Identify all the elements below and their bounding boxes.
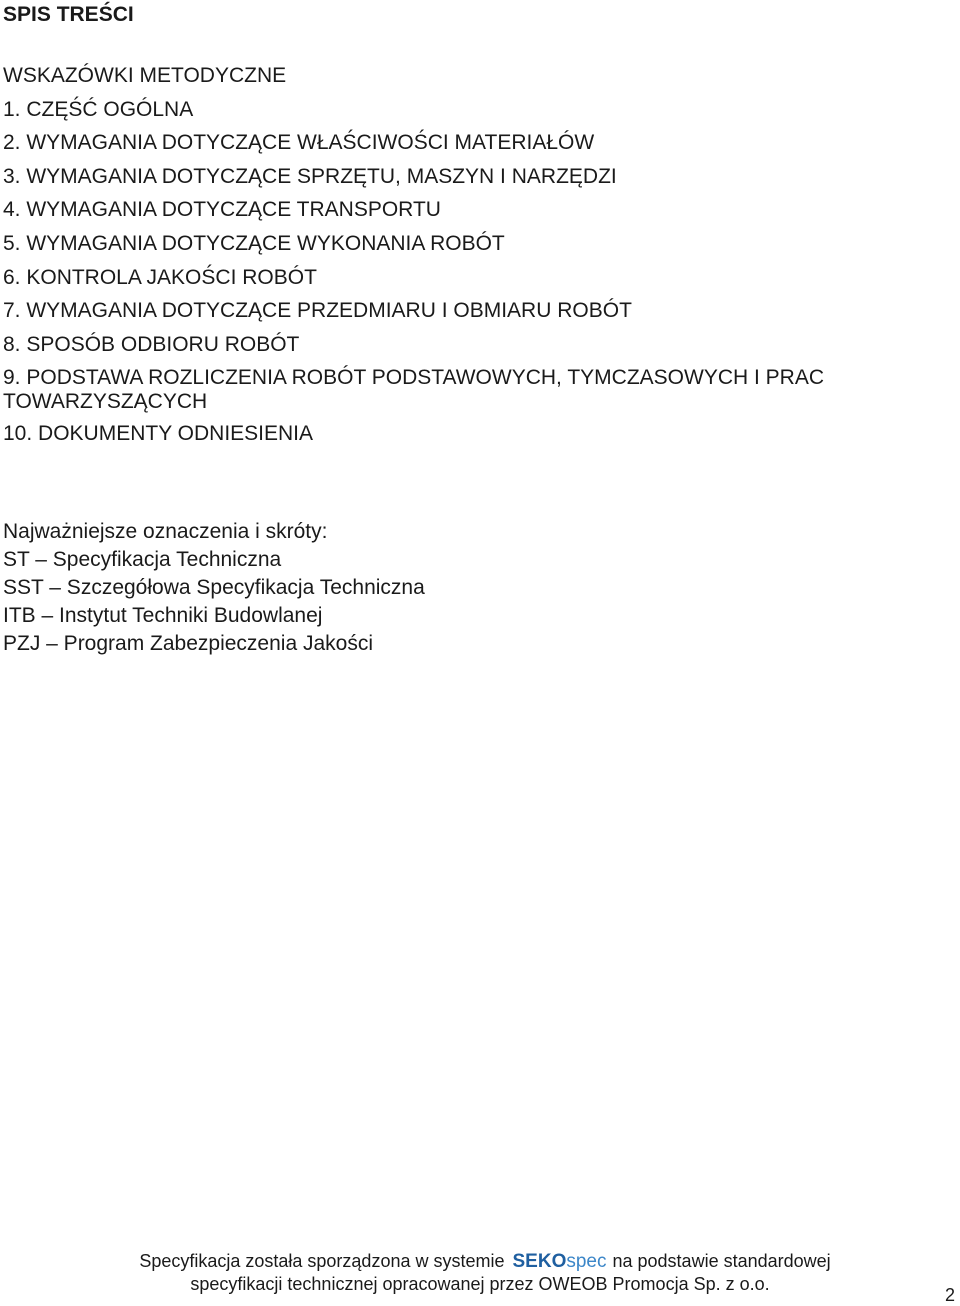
sekospec-logo: [513, 1251, 607, 1272]
footer-text-before-brand: Specyfikacja została sporządzona w systemie: [139, 1251, 505, 1271]
page-footer: [0, 1250, 960, 1296]
abbreviations-heading: Najważniejsze oznaczenia i skróty:: [3, 520, 328, 543]
abbreviation-sst: SST – Szczegółowa Specyfikacja Techniczna: [3, 576, 425, 599]
brand-part-seko: SEKO: [512, 1251, 567, 1272]
abbreviations-list: [3, 546, 425, 658]
toc-item-7: 7. WYMAGANIA DOTYCZĄCE PRZEDMIARU I OBMIARU ROBÓT: [3, 299, 632, 323]
toc-item-2: 2. WYMAGANIA DOTYCZĄCE WŁAŚCIWOŚCI MATERIAŁÓW: [3, 131, 595, 155]
toc-item-1: 1. CZĘŚĆ OGÓLNA: [3, 97, 194, 121]
brand-part-spec: spec: [566, 1251, 607, 1272]
footer-text-after-brand: na podstawie standardowej: [612, 1251, 831, 1271]
table-of-contents: [3, 64, 943, 456]
footer-line-2: specyfikacji technicznej opracowanej przez OWEOB Promocja Sp. z o.o.: [190, 1274, 770, 1294]
abbreviations-section: [3, 518, 425, 658]
toc-item-6: 6. KONTROLA JAKOŚCI ROBÓT: [3, 265, 317, 289]
abbreviation-st: ST – Specyfikacja Techniczna: [3, 548, 282, 571]
page-title: SPIS TREŚCI: [3, 3, 134, 26]
toc-item-9: 9. PODSTAWA ROZLICZENIA ROBÓT PODSTAWOWYCH, TYMCZASOWYCH I PRAC TOWARZYSZĄCYCH: [3, 366, 825, 414]
abbreviation-pzj: PZJ – Program Zabezpieczenia Jakości: [3, 632, 373, 655]
toc-item-3: 3. WYMAGANIA DOTYCZĄCE SPRZĘTU, MASZYN I NARZĘDZI: [3, 164, 617, 188]
toc-item-4: 4. WYMAGANIA DOTYCZĄCE TRANSPORTU: [3, 198, 441, 222]
toc-item-guidelines: WSKAZÓWKI METODYCZNE: [3, 64, 287, 87]
toc-item-5: 5. WYMAGANIA DOTYCZĄCE WYKONANIA ROBÓT: [3, 231, 505, 255]
toc-item-8: 8. SPOSÓB ODBIORU ROBÓT: [3, 332, 300, 356]
footer-line-1: [0, 1250, 960, 1273]
page-number: 2: [944, 1285, 955, 1305]
toc-item-10: 10. DOKUMENTY ODNIESIENIA: [3, 422, 314, 446]
abbreviation-itb: ITB – Instytut Techniki Budowlanej: [3, 604, 323, 627]
